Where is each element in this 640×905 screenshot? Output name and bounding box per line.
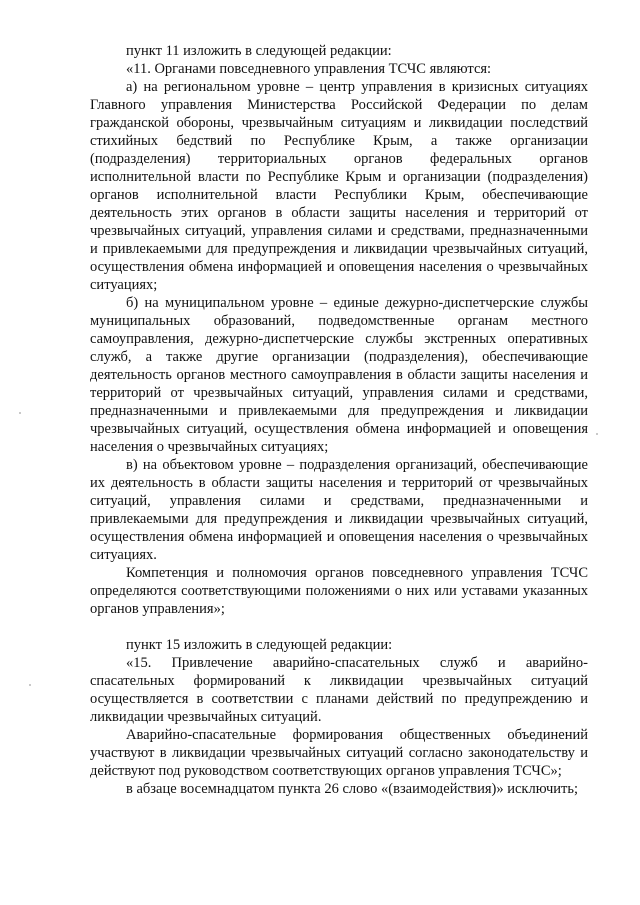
paragraph-municipal-level: б) на муниципальном уровне – единые дежурно-диспетчерские службы муниципальных образований, подведомственные органам местного самоуправления, дежурно-диспетчерские службы экстренных оперативных служб, а также другие организации (подразделения), обеспечивающие деятельность органов местного самоуправления в области защиты населения и территорий от чрезвычайных ситуаций, управления силами и средствами, предназначенными и привлекаемыми для предупреждения и ликвидации чрезвычайных ситуаций, осуществления обмена информацией и оповещения населения о чрезвычайных ситуациях; — [90, 295, 588, 455]
paragraph-clause-11-intro: пункт 11 изложить в следующей редакции: — [126, 43, 392, 59]
scan-speck — [29, 684, 31, 686]
paragraph-clause-11-heading: «11. Органами повседневного управления ТСЧС являются: — [126, 61, 492, 77]
paragraph-object-level: в) на объектовом уровне – подразделения организаций, обеспечивающие их деятельность в области защиты населения и территорий от чрезвычайных ситуаций, управления силами и средствами, предназначенными и привлекаемыми для предупреждения и ликвидации чрезвычайных ситуаций, осуществления обмена информацией и оповещения населения о чрезвычайных ситуациях. — [90, 457, 588, 563]
paragraph-competence: Компетенция и полномочия органов повседневного управления ТСЧС определяются соответствующими положениями о них или уставами указанных органов управления»; — [90, 565, 588, 617]
paragraph-rescue-formations: Аварийно-спасательные формирования общественных объединений участвуют в ликвидации чрезвычайных ситуаций согласно законодательству и действуют под руководством соответствующих органов управления ТСЧС»; — [90, 727, 588, 779]
paragraph-clause-15-text: «15. Привлечение аварийно-спасательных служб и аварийно-спасательных формирований к ликвидации чрезвычайных ситуаций осуществляется в соответствии с планами действий по предупреждению и ликвидации чрезвычайных ситуаций. — [90, 655, 588, 725]
scan-speck — [19, 412, 21, 414]
document-body — [90, 42, 588, 798]
paragraph-clause-26-amendment: в абзаце восемнадцатом пункта 26 слово «(взаимодействия)» исключить; — [126, 781, 578, 797]
paragraph-regional-level: а) на региональном уровне – центр управления в кризисных ситуациях Главного управления Министерства Российской Федерации по делам гражданской обороны, чрезвычайным ситуациям и ликвидации последствий стихийных бедствий по Республике Крым, а также организации (подразделения) территориальных органов федеральных органов исполнительной власти по Республике Крым и организации (подразделения) органов исполнительной власти Республики Крым, обеспечивающие деятельность этих органов в области защиты населения и территорий от чрезвычайных ситуаций, управления силами и средствами, предназначенными и привлекаемыми для предупреждения и ликвидации чрезвычайных ситуаций, осуществления обмена информацией и оповещения населения о чрезвычайных ситуациях; — [90, 79, 588, 293]
scan-speck — [596, 433, 598, 435]
paragraph-clause-15-intro: пункт 15 изложить в следующей редакции: — [126, 637, 393, 653]
